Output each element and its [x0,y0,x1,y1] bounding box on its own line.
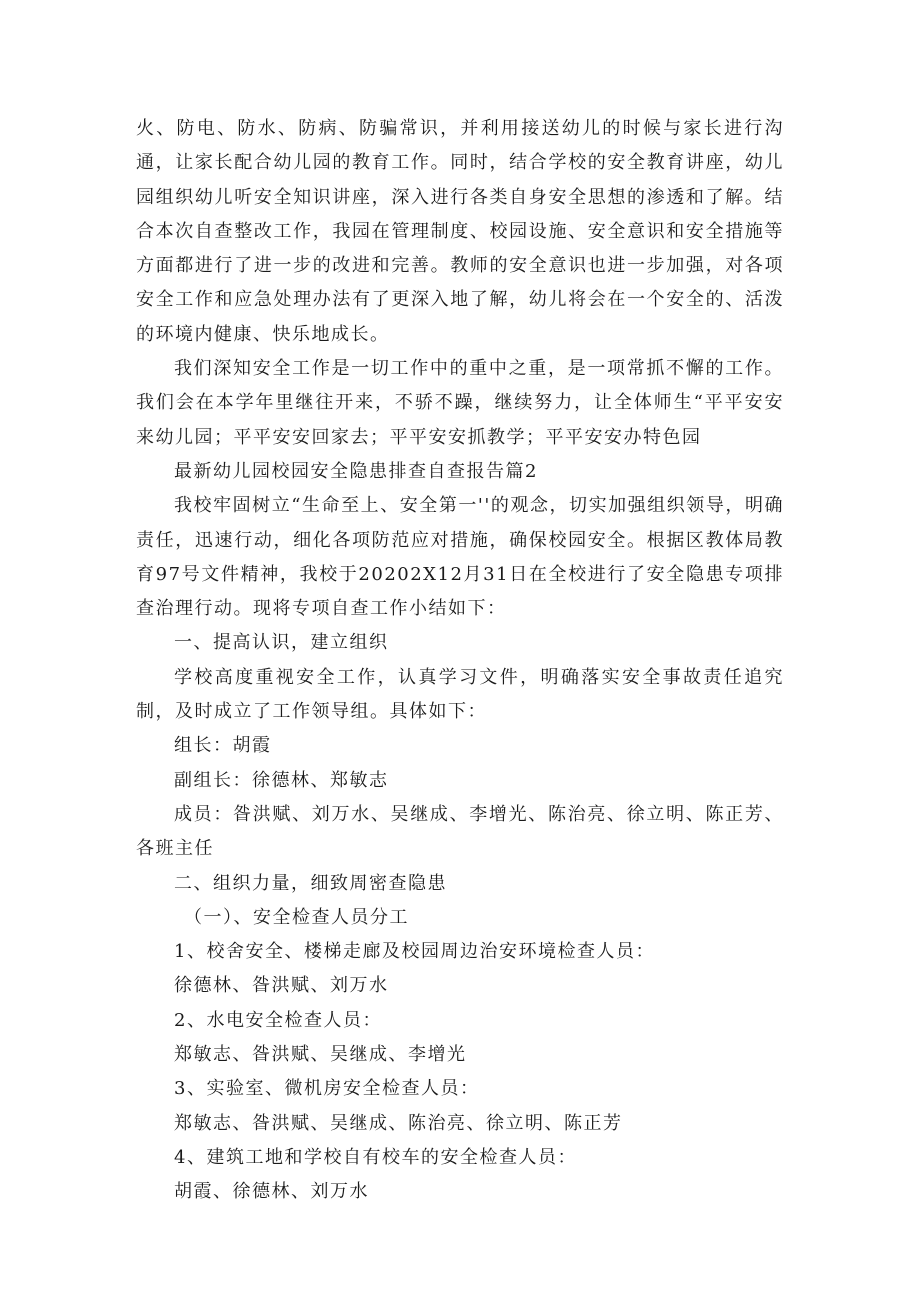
leader-line: 组长：胡霞 [174,735,272,757]
item-4-title: 4、建筑工地和学校自有校车的安全检查人员： [174,1146,577,1168]
members-line: 成员：昝洪赋、刘万水、吴继成、李增光、陈治亮、徐立明、陈正芳、各班主任 [136,803,784,860]
deputy-leader-line: 副组长：徐德林、郑敏志 [174,769,389,791]
item-2-staff: 郑敏志、昝洪赋、吴继成、李增光 [174,1044,467,1066]
item-1-staff: 徐德林、昝洪赋、刘万水 [174,975,389,997]
item-2-title: 2、水电安全检查人员： [174,1009,382,1031]
heading-section-1: 一、提高认识，建立组织 [174,632,389,654]
paragraph-leadership: 学校高度重视安全工作，认真学习文件，明确落实安全事故责任追究制，及时成立了工作领导组。具体如下： [136,666,784,723]
item-1-title: 1、校舍安全、楼梯走廊及校园周边治安环境检查人员： [174,941,655,963]
item-3-staff: 郑敏志、昝洪赋、吴继成、陈治亮、徐立明、陈正芳 [174,1112,623,1134]
item-4-staff: 胡霞、徐德林、刘万水 [174,1181,369,1203]
heading-section-2: 二、组织力量，细致周密查隐患 [174,872,447,894]
paragraph-safety-education: 火、防电、防水、防病、防骗常识，并利用接送幼儿的时候与家长进行沟通，让家长配合幼儿园的教育工作。同时，结合学校的安全教育讲座，幼儿园组织幼儿听安全知识讲座，深入进行各类自身安全思想的渗透和了解。结合本次自查整改工作，我园在管理制度、校园设施、安全意识和安全措施等方面都进行了进一步的改进和完善。教师的安全意识也进一步加强，对各项安全工作和应急处理办法有了更深入地了解，幼儿将会在一个安全的、活泼的环境内健康、快乐地成长。 [136,118,784,345]
paragraph-intro: 我校牢固树立“生命至上、安全第一''的观念，切实加强组织领导，明确责任，迅速行动，细化各项防范应对措施，确保校园安全。根据区教体局教育97号文件精神，我校于20202X12月31日在全校进行了安全隐患专项排查治理行动。现将专项自查工作小结如下： [136,495,784,620]
item-3-title: 3、实验室、微机房安全检查人员： [174,1078,480,1100]
section-title-report-2: 最新幼儿园校园安全隐患排查自查报告篇2 [174,460,538,482]
subheading-staff-division: （一）、安全检查人员分工 [184,906,409,928]
paragraph-safety-commitment: 我们深知安全工作是一切工作中的重中之重，是一项常抓不懈的工作。我们会在本学年里继往开来，不骄不躁，继续努力，让全体师生“平平安安来幼儿园；平平安安回家去；平平安安抓教学；平平安安办特色园 [136,358,784,448]
